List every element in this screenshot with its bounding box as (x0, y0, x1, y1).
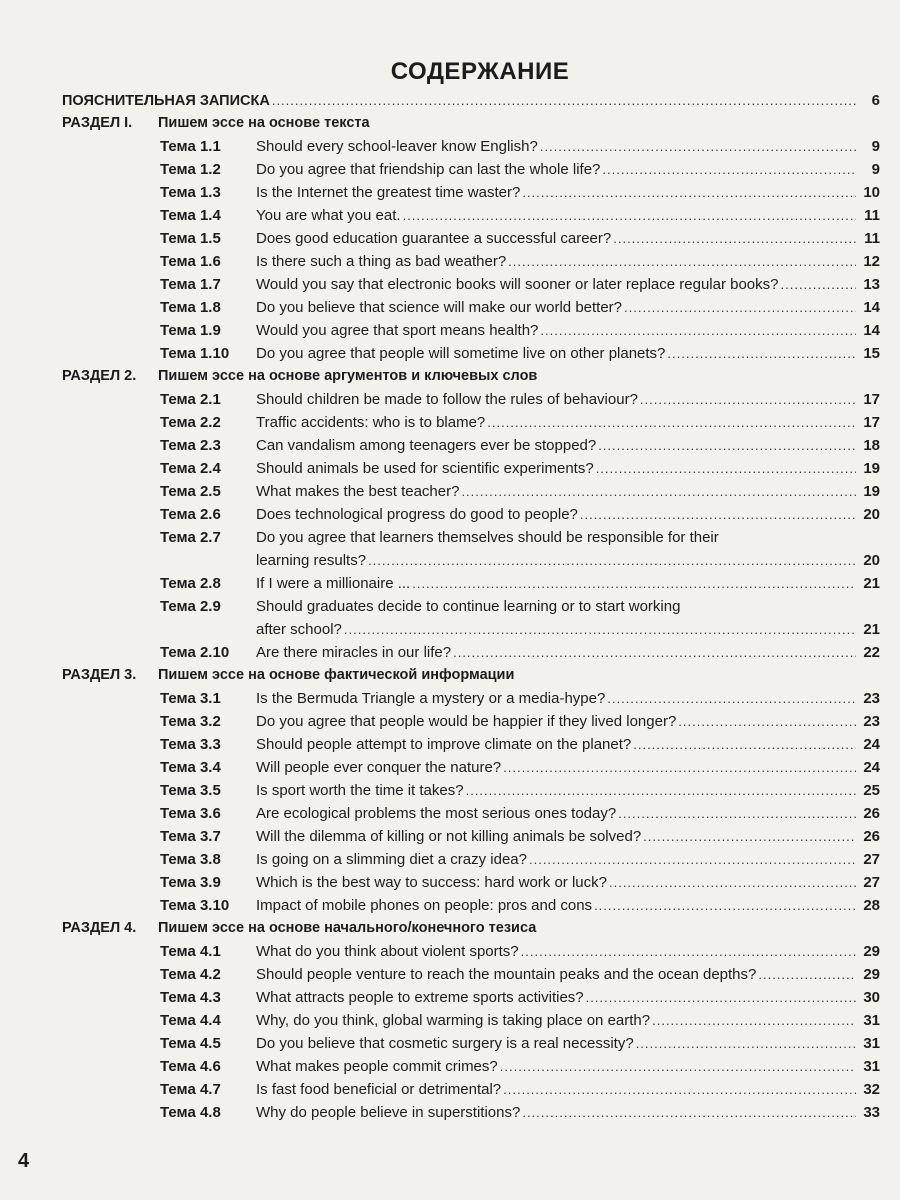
topic-title: Traffic accidents: who is to blame? (256, 414, 486, 431)
topic-title: You are what you eat. (256, 207, 401, 224)
toc-topic-row[interactable] (62, 897, 880, 920)
toc-topic-row[interactable] (62, 322, 880, 345)
toc-topic-row[interactable] (62, 759, 880, 782)
section-title: Пишем эссе на основе текста (158, 115, 370, 131)
topic-title: Does good education guarantee a successful career? (256, 230, 612, 247)
topic-page-number: 23 (863, 690, 880, 707)
topic-title: Can vandalism among teenagers ever be stopped? (256, 437, 597, 454)
dot-leader (609, 875, 856, 890)
dot-leader (613, 231, 856, 246)
topic-title: Should every school-leaver know English? (256, 138, 538, 155)
topic-title: Will people ever conquer the nature? (256, 759, 502, 776)
topic-title: Are ecological problems the most serious ones today? (256, 805, 617, 822)
topic-page-number: 14 (863, 322, 880, 339)
topic-title-continuation: learning results? (256, 552, 367, 569)
page-number: 4 (18, 1150, 30, 1172)
topic-page-number: 20 (863, 552, 880, 569)
toc-topic-row[interactable] (62, 345, 880, 368)
toc-topic-row[interactable] (62, 851, 880, 874)
topic-label: Тема 4.5 (160, 1035, 221, 1052)
toc-topic-row[interactable] (62, 1035, 880, 1058)
dot-leader (586, 990, 856, 1005)
dot-leader (624, 300, 856, 315)
dot-leader (640, 392, 856, 407)
topic-label: Тема 3.7 (160, 828, 221, 845)
topic-page-number: 32 (863, 1081, 880, 1098)
topic-label: Тема 2.6 (160, 506, 221, 523)
topic-label: Тема 3.4 (160, 759, 221, 776)
table-of-contents (62, 92, 880, 1127)
topic-page-number: 11 (864, 230, 880, 247)
section-heading (62, 368, 880, 391)
topic-title: Is fast food beneficial or detrimental? (256, 1081, 502, 1098)
dot-leader (412, 576, 856, 591)
topic-label: Тема 4.1 (160, 943, 221, 960)
dot-leader (503, 760, 856, 775)
topic-title: Is sport worth the time it takes? (256, 782, 464, 799)
topic-page-number: 15 (863, 345, 880, 362)
section-label: РАЗДЕЛ 3. (62, 667, 137, 683)
dot-leader (618, 806, 856, 821)
topic-page-number: 17 (863, 391, 880, 408)
toc-topic-row[interactable] (62, 598, 880, 621)
dot-leader (508, 254, 856, 269)
dot-leader (461, 484, 856, 499)
toc-topic-row[interactable] (62, 736, 880, 759)
toc-topic-row[interactable] (62, 966, 880, 989)
topic-page-number: 30 (863, 989, 880, 1006)
topic-title: Should people venture to reach the mountain peaks and the ocean depths? (256, 966, 757, 983)
topic-title: Is the Bermuda Triangle a mystery or a media-hype? (256, 690, 606, 707)
topic-page-number: 19 (863, 460, 880, 477)
toc-topic-row[interactable] (62, 690, 880, 713)
topic-page-number: 12 (863, 253, 880, 270)
topic-title: Should children be made to follow the rules of behaviour? (256, 391, 638, 408)
section-label: РАЗДЕЛ 4. (62, 920, 137, 936)
toc-topic-row[interactable] (62, 230, 880, 253)
toc-topic-row[interactable] (62, 460, 880, 483)
topic-page-number: 29 (863, 943, 880, 960)
toc-topic-row[interactable] (62, 184, 880, 207)
topic-label: Тема 3.10 (160, 897, 230, 914)
topic-title: Does technological progress do good to people? (256, 506, 578, 523)
section-label: РАЗДЕЛ 2. (62, 368, 137, 384)
dot-leader (466, 783, 856, 798)
dot-leader (667, 346, 856, 361)
topic-title: Will the dilemma of killing or not killing animals be solved? (256, 828, 642, 845)
dot-leader (453, 645, 856, 660)
topic-title-continuation: after school? (256, 621, 342, 638)
topic-label: Тема 1.8 (160, 299, 221, 316)
topic-page-number: 23 (863, 713, 880, 730)
dot-leader (607, 691, 856, 706)
dot-leader (487, 415, 856, 430)
toc-topic-row[interactable] (62, 299, 880, 322)
topic-page-number: 28 (863, 897, 880, 914)
dot-leader (368, 553, 856, 568)
dot-leader (781, 277, 857, 292)
toc-topic-row[interactable] (62, 161, 880, 184)
intro-label: ПОЯСНИТЕЛЬНАЯ ЗАПИСКА (62, 93, 270, 109)
dot-leader (272, 93, 856, 108)
topic-title: Why, do you think, global warming is taking place on earth? (256, 1012, 651, 1029)
topic-title: Should people attempt to improve climate on the planet? (256, 736, 632, 753)
topic-title: Do you agree that people will sometime live on other planets? (256, 345, 666, 362)
topic-page-number: 9 (871, 138, 880, 155)
dot-leader (633, 737, 856, 752)
topic-label: Тема 1.6 (160, 253, 221, 270)
dot-leader (598, 438, 856, 453)
toc-topic-row[interactable] (62, 782, 880, 805)
topic-label: Тема 3.9 (160, 874, 221, 891)
topic-page-number: 31 (863, 1012, 880, 1029)
topic-label: Тема 2.9 (160, 598, 221, 615)
toc-topic-row[interactable] (62, 874, 880, 897)
topic-page-number: 21 (863, 575, 880, 592)
toc-topic-row[interactable] (62, 644, 880, 667)
topic-title: What do you think about violent sports? (256, 943, 519, 960)
toc-topic-row[interactable] (62, 713, 880, 736)
dot-leader (636, 1036, 856, 1051)
dot-leader (594, 898, 856, 913)
page-title: СОДЕРЖАНИЕ (390, 58, 570, 85)
toc-topic-row[interactable] (62, 1081, 880, 1104)
topic-label: Тема 1.3 (160, 184, 221, 201)
topic-title: Is there such a thing as bad weather? (256, 253, 507, 270)
topic-title: Do you agree that people would be happier if they lived longer? (256, 713, 677, 730)
topic-label: Тема 4.2 (160, 966, 221, 983)
topic-label: Тема 2.3 (160, 437, 221, 454)
topic-title: Which is the best way to success: hard work or luck? (256, 874, 607, 891)
toc-topic-row[interactable] (62, 828, 880, 851)
topic-page-number: 9 (871, 161, 880, 178)
topic-label: Тема 3.3 (160, 736, 221, 753)
topic-page-number: 33 (863, 1104, 880, 1121)
dot-leader (652, 1013, 856, 1028)
topic-page-number: 22 (863, 644, 880, 661)
topic-title: Should animals be used for scientific experiments? (256, 460, 594, 477)
topic-label: Тема 3.2 (160, 713, 221, 730)
toc-topic-row[interactable] (62, 276, 880, 299)
topic-page-number: 25 (863, 782, 880, 799)
topic-page-number: 31 (863, 1035, 880, 1052)
topic-label: Тема 2.10 (160, 644, 230, 661)
topic-label: Тема 3.8 (160, 851, 221, 868)
section-heading (62, 920, 880, 943)
section-title: Пишем эссе на основе аргументов и ключевых слов (158, 368, 538, 384)
topic-label: Тема 3.6 (160, 805, 221, 822)
topic-title: Do you believe that science will make our world better? (256, 299, 623, 316)
dot-leader (500, 1059, 856, 1074)
toc-topic-row[interactable] (62, 483, 880, 506)
dot-leader (643, 829, 856, 844)
toc-topic-row[interactable] (62, 943, 880, 966)
topic-page-number: 13 (863, 276, 880, 293)
toc-topic-row[interactable] (62, 529, 880, 552)
toc-topic-row[interactable] (62, 414, 880, 437)
topic-page-number: 26 (863, 828, 880, 845)
topic-title: What attracts people to extreme sports activities? (256, 989, 584, 1006)
topic-label: Тема 2.5 (160, 483, 221, 500)
topic-title: Would you agree that sport means health? (256, 322, 539, 339)
toc-topic-row[interactable] (62, 437, 880, 460)
topic-label: Тема 4.4 (160, 1012, 221, 1029)
topic-title: Do you agree that learners themselves should be responsible for their (256, 529, 719, 546)
topic-label: Тема 1.9 (160, 322, 221, 339)
topic-label: Тема 3.5 (160, 782, 221, 799)
topic-label: Тема 2.4 (160, 460, 221, 477)
topic-label: Тема 4.8 (160, 1104, 221, 1121)
dot-leader (596, 461, 856, 476)
dot-leader (580, 507, 856, 522)
topic-page-number: 17 (863, 414, 880, 431)
section-heading (62, 667, 880, 690)
topic-title: Is the Internet the greatest time waster? (256, 184, 521, 201)
dot-leader (521, 944, 856, 959)
topic-title: Is going on a slimming diet a crazy idea? (256, 851, 527, 868)
toc-topic-row[interactable] (62, 253, 880, 276)
toc-topic-row[interactable] (62, 1104, 880, 1127)
topic-page-number: 14 (863, 299, 880, 316)
section-label: РАЗДЕЛ I. (62, 115, 133, 131)
topic-title: What makes people commit crimes? (256, 1058, 498, 1075)
topic-label: Тема 2.7 (160, 529, 221, 546)
toc-topic-row[interactable] (62, 989, 880, 1012)
dot-leader (522, 1105, 856, 1120)
dot-leader (344, 622, 856, 637)
dot-leader (602, 162, 856, 177)
topic-page-number: 29 (863, 966, 880, 983)
topic-label: Тема 2.8 (160, 575, 221, 592)
topic-title: Do you believe that cosmetic surgery is a real necessity? (256, 1035, 634, 1052)
section-title: Пишем эссе на основе фактической информации (158, 667, 515, 683)
topic-label: Тема 1.5 (160, 230, 221, 247)
topic-label: Тема 1.4 (160, 207, 221, 224)
topic-label: Тема 3.1 (160, 690, 221, 707)
topic-title: If I were a millionaire ... (256, 575, 411, 592)
toc-topic-row[interactable] (62, 138, 880, 161)
topic-title: Should graduates decide to continue learning or to start working (256, 598, 681, 615)
toc-topic-row[interactable] (62, 506, 880, 529)
topic-page-number: 31 (863, 1058, 880, 1075)
toc-intro-row[interactable] (62, 92, 880, 115)
dot-leader (540, 323, 856, 338)
topic-label: Тема 2.1 (160, 391, 221, 408)
topic-title: Why do people believe in superstitions? (256, 1104, 521, 1121)
section-title: Пишем эссе на основе начального/конечного тезиса (158, 920, 537, 936)
topic-title: Are there miracles in our life? (256, 644, 452, 661)
toc-topic-row[interactable] (62, 575, 880, 598)
dot-leader (529, 852, 856, 867)
topic-page-number: 10 (863, 184, 880, 201)
toc-topic-row[interactable] (62, 805, 880, 828)
toc-topic-row[interactable] (62, 391, 880, 414)
topic-label: Тема 1.10 (160, 345, 230, 362)
topic-page-number: 24 (863, 736, 880, 753)
topic-page-number: 20 (863, 506, 880, 523)
toc-topic-row-continuation[interactable] (62, 621, 880, 644)
topic-title: What makes the best teacher? (256, 483, 460, 500)
dot-leader (758, 967, 856, 982)
topic-page-number: 27 (863, 851, 880, 868)
dot-leader (403, 208, 856, 223)
topic-page-number: 26 (863, 805, 880, 822)
dot-leader (678, 714, 856, 729)
topic-title: Do you agree that friendship can last the whole life? (256, 161, 601, 178)
topic-page-number: 11 (864, 207, 880, 224)
topic-title: Would you say that electronic books will sooner or later replace regular books? (256, 276, 779, 293)
topic-page-number: 21 (863, 621, 880, 638)
toc-topic-row-continuation[interactable] (62, 552, 880, 575)
topic-page-number: 27 (863, 874, 880, 891)
topic-label: Тема 4.7 (160, 1081, 221, 1098)
topic-label: Тема 2.2 (160, 414, 221, 431)
toc-topic-row[interactable] (62, 1058, 880, 1081)
topic-title: Impact of mobile phones on people: pros and cons (256, 897, 593, 914)
topic-label: Тема 1.7 (160, 276, 221, 293)
intro-page-number: 6 (871, 92, 880, 109)
topic-page-number: 24 (863, 759, 880, 776)
toc-topic-row[interactable] (62, 207, 880, 230)
topic-label: Тема 4.3 (160, 989, 221, 1006)
dot-leader (503, 1082, 856, 1097)
dot-leader (522, 185, 856, 200)
topic-label: Тема 4.6 (160, 1058, 221, 1075)
toc-topic-row[interactable] (62, 1012, 880, 1035)
topic-page-number: 19 (863, 483, 880, 500)
section-heading (62, 115, 880, 138)
dot-leader (540, 139, 856, 154)
topic-label: Тема 1.2 (160, 161, 221, 178)
topic-page-number: 18 (863, 437, 880, 454)
topic-label: Тема 1.1 (160, 138, 221, 155)
